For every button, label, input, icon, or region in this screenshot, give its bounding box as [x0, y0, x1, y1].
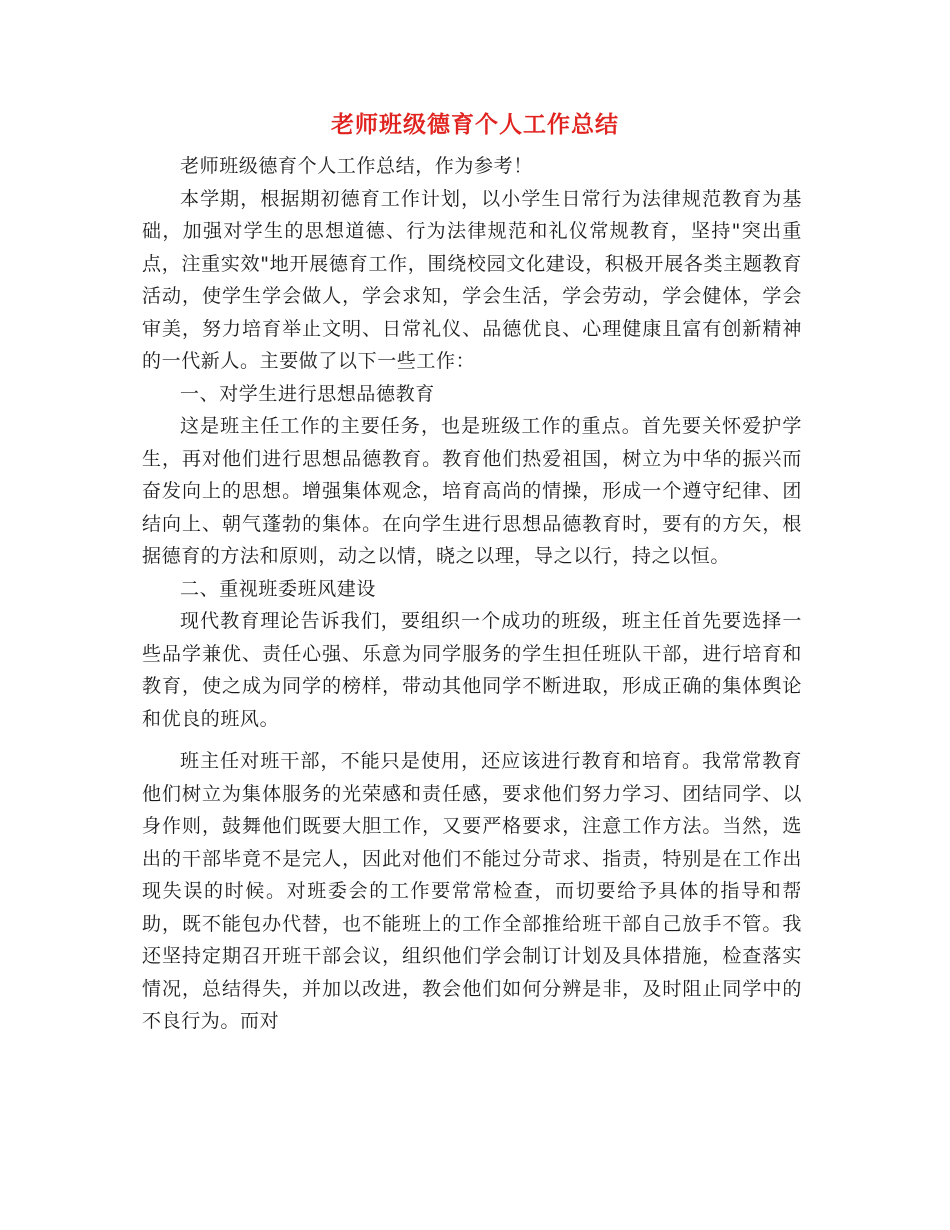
- document-title: 老师班级德育个人工作总结: [331, 111, 619, 138]
- section-heading: 一、对学生进行思想品德教育: [180, 382, 435, 405]
- document-body: [142, 150, 802, 1038]
- section-heading: 二、重视班委班风建设: [180, 577, 377, 600]
- body-paragraph: 本学期，根据期初德育工作计划，以小学生日常行为法律规范教育为基础，加强对学生的思想道德、行为法律规范和礼仪常规教育，坚持"突出重点，注重实效"地开展德育工作，围绕校园文化建设，积极开展各类主题教育活动，使学生学会做人，学会求知，学会生活，学会劳动，学会健体，学会审美，努力培育举止文明、日常礼仪、品德优良、心理健康且富有创新精神的一代新人。主要做了以下一些工作：: [142, 187, 802, 372]
- intro-paragraph: 老师班级德育个人工作总结，作为参考！: [180, 155, 533, 177]
- body-paragraph: 现代教育理论告诉我们，要组织一个成功的班级，班主任首先要选择一些品学兼优、责任心强、乐意为同学服务的学生担任班队干部，进行培育和教育，使之成为同学的榜样，带动其他同学不断进取，形成正确的集体舆论和优良的班风。: [142, 610, 802, 730]
- body-paragraph: 这是班主任工作的主要任务，也是班级工作的重点。首先要关怀爱护学生，再对他们进行思想品德教育。教育他们热爱祖国，树立为中华的振兴而奋发向上的思想。增强集体观念，培育高尚的情操，形成一个遵守纪律、团结向上、朝气蓬勃的集体。在向学生进行思想品德教育时，要有的方矢，根据德育的方法和原则，动之以情，晓之以理，导之以行，持之以恒。: [142, 415, 802, 567]
- body-paragraph: 班主任对班干部，不能只是使用，还应该进行教育和培育。我常常教育他们树立为集体服务的光荣感和责任感，要求他们努力学习、团结同学、以身作则，鼓舞他们既要大胆工作，又要严格要求，注意工作方法。当然，选出的干部毕竟不是完人，因此对他们不能过分苛求、指责，特别是在工作出现失误的时候。对班委会的工作要常常检查，而切要给予具体的指导和帮助，既不能包办代替，也不能班上的工作全部推给班干部自己放手不管。我还坚持定期召开班干部会议，组织他们学会制订计划及具体措施，检查落实情况，总结得失，并加以改进，教会他们如何分辨是非，及时阻止同学中的不良行为。而对: [142, 750, 802, 1032]
